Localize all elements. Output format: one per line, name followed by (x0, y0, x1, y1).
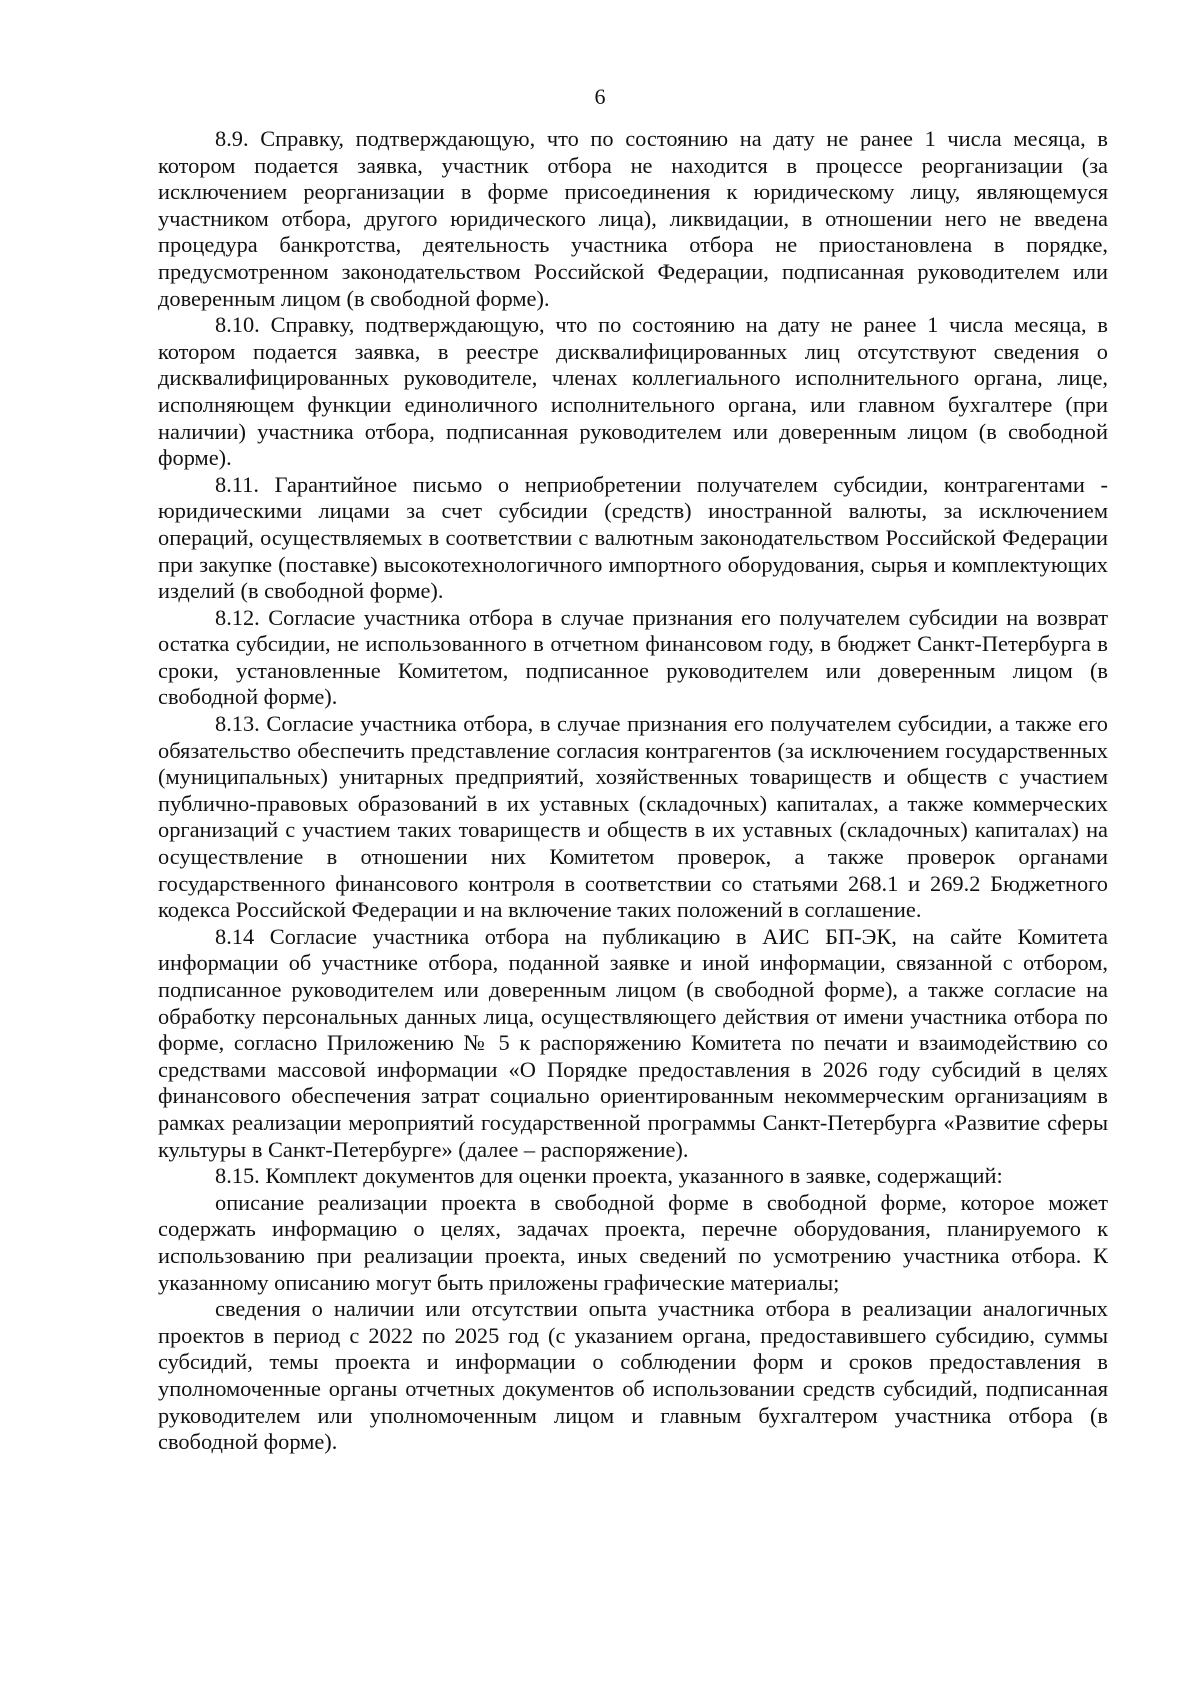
paragraph-8-15-experience: сведения о наличии или отсутствии опыта участника отбора в реализации аналогичных проектов в период с 2022 по 2025 год (с указанием органа, предоставившего субсидию, суммы субсидий, темы проекта и информации о соблюдении форм и сроков предоставления в уполномоченные органы отчетных документов об использовании средств субсидий, подписанная руководителем или уполномоченным лицом и главным бухгалтером участника отбора (в свободной форме). (158, 1296, 1108, 1455)
paragraph-8-15-description: описание реализации проекта в свободной форме в свободной форме, которое может содержать информацию о целях, задачах проекта, перечне оборудования, планируемого к использованию при реализации проекта, иных сведений по усмотрению участника отбора. К указанному описанию могут быть приложены графические материалы; (158, 1189, 1108, 1295)
paragraph-8-9: 8.9. Справку, подтверждающую, что по состоянию на дату не ранее 1 числа месяца, в котором подается заявка, участник отбора не находится в процессе реорганизации (за исключением реорганизации в форме присоединения к юридическому лицу, являющемуся участником отбора, другого юридического лица), ликвидации, в отношении него не введена процедура банкротства, деятельность участника отбора не приостановлена в порядке, предусмотренном законодательством Российской Федерации, подписанная руководителем или доверенным лицом (в свободной форме). (158, 126, 1108, 311)
paragraph-8-15: 8.15. Комплект документов для оценки проекта, указанного в заявке, содержащий: (215, 1163, 1003, 1189)
paragraph-8-13: 8.13. Согласие участника отбора, в случае признания его получателем субсидии, а также его обязательство обеспечить представление согласия контрагентов (за исключением государственных (муниципальных) унитарных предприятий, хозяйственных товариществ и обществ с участием публично-правовых образований в их уставных (складочных) капиталах, а также коммерческих организаций с участием таких товариществ и обществ в их уставных (складочных) капиталах) на осуществление в отношении них Комитетом проверок, а также проверок органами государственного финансового контроля в соответствии со статьями 268.1 и 269.2 Бюджетного кодекса Российской Федерации и на включение таких положений в соглашение. (158, 711, 1108, 923)
paragraph-8-14: 8.14 Согласие участника отбора на публикацию в АИС БП-ЭК, на сайте Комитета информации об участнике отбора, поданной заявке и иной информации, связанной с отбором, подписанное руководителем или доверенным лицом (в свободной форме), а также согласие на обработку персональных данных лица, осуществляющего действия от имени участника отбора по форме, согласно Приложению № 5 к распоряжению Комитета по печати и взаимодействию со средствами массовой информации «О Порядке предоставления в 2026 году субсидий в целях финансового обеспечения затрат социально ориентированным некоммерческим организациям в рамках реализации мероприятий государственной программы Санкт-Петербурга «Развитие сферы культуры в Санкт-Петербурге» (далее – распоряжение). (158, 923, 1108, 1162)
paragraph-8-11: 8.11. Гарантийное письмо о неприобретении получателем субсидии, контрагентами - юридическими лицами за счет субсидии (средств) иностранной валюты, за исключением операций, осуществляемых в соответствии с валютным законодательством Российской Федерации при закупке (поставке) высокотехнологичного импортного оборудования, сырья и комплектующих изделий (в свободной форме). (158, 471, 1108, 604)
paragraph-8-10: 8.10. Справку, подтверждающую, что по состоянию на дату не ранее 1 числа месяца, в котором подается заявка, в реестре дисквалифицированных лиц отсутствуют сведения о дисквалифицированных руководителе, членах коллегиального исполнительного органа, лице, исполняющем функции единоличного исполнительного органа, или главном бухгалтере (при наличии) участника отбора, подписанная руководителем или доверенным лицом (в свободной форме). (158, 312, 1108, 471)
paragraph-8-12: 8.12. Согласие участника отбора в случае признания его получателем субсидии на возврат остатка субсидии, не использованного в отчетном финансовом году, в бюджет Санкт-Петербурга в сроки, установленные Комитетом, подписанное руководителем или доверенным лицом (в свободной форме). (158, 604, 1108, 710)
document-body (158, 126, 1108, 1456)
page-number: 6 (594, 84, 606, 109)
